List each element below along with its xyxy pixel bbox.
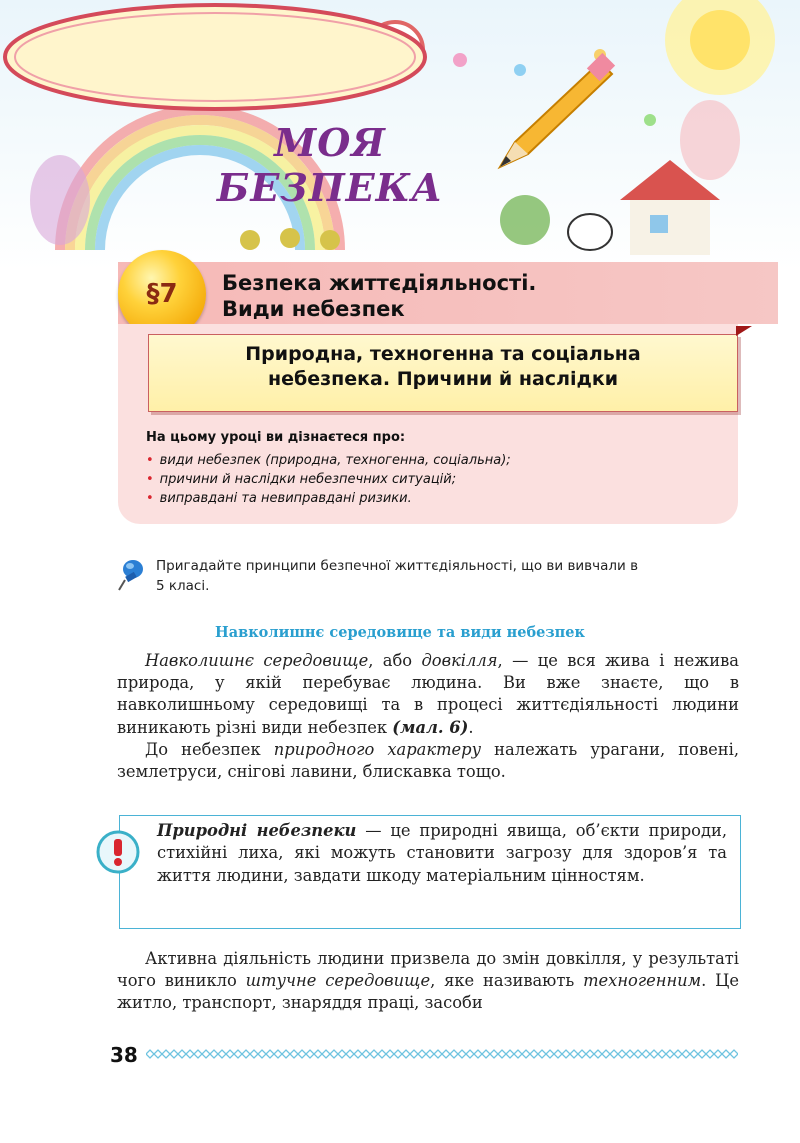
term-surroundings: довкілля (421, 651, 498, 670)
definition-text (157, 820, 727, 887)
recall-line2: 5 класі. (156, 578, 210, 594)
text: належать урагани, повені, землетруси, снігові лавини, блискавка тощо. (117, 740, 739, 782)
paragraph-environment (117, 650, 739, 739)
term-artificial-environment: штучне середовище (245, 971, 431, 991)
page-number: 38 (110, 1043, 138, 1067)
lesson-goals-list (146, 451, 511, 508)
section-title (222, 270, 742, 322)
section-title-line1: Безпека життєдіяльності. (222, 271, 537, 295)
lesson-goal-item: • види небезпек (природна, техногенна, соціальна); (146, 451, 511, 470)
topic-title (150, 342, 736, 392)
lesson-goals-heading: На цьому уроці ви дізнаєтеся про: (146, 430, 406, 445)
term-technogenic: техногенним (583, 971, 702, 991)
text: . Це житло, транспорт, знаряддя праці, засоби (117, 971, 740, 1013)
term-environment: Навколишнє середовище (145, 651, 369, 670)
recall-line1: Пригадайте принципи безпечної життєдіяльності, що ви вивчали в (156, 558, 639, 574)
pencil-icon (480, 52, 620, 182)
text: — це природні явища, об’єкти природи, стихійні лиха, які можуть становити загрозу для здоров’я та життя людини, завдати шкоду матеріальним цінностям. (157, 821, 727, 885)
section-number-badge: §7 (118, 250, 206, 338)
section-title-line2: Види небезпек (222, 297, 405, 321)
text: , або (368, 651, 422, 670)
topic-title-line1: Природна, техногенна та соціальна (245, 343, 641, 365)
term-natural-character: природного характеру (273, 740, 482, 759)
paragraph-technogenic (117, 948, 739, 1015)
chapter-ellipse (0, 0, 430, 114)
exclamation-icon (96, 830, 140, 874)
text: , яке називають (430, 971, 584, 991)
pushpin-icon (116, 558, 146, 592)
text: . (468, 717, 474, 737)
text: До небезпек (145, 740, 274, 759)
chapter-title: МОЯ БЕЗПЕКА (216, 120, 444, 210)
topic-title-line2: небезпека. Причини й наслідки (267, 368, 619, 390)
lesson-goal-item: • причини й наслідки небезпечних ситуацій; (146, 470, 511, 489)
recall-prompt (156, 556, 741, 596)
footer-zigzag-rule (146, 1047, 738, 1061)
topic-box-corner (736, 326, 752, 336)
text: Активна діяльність людини призвела до змін довкілля, у результаті чого виникло (117, 949, 739, 991)
text: , — це вся жива і неживa природа, у якій перебуває людина. Ви вже знаєте, що в навколишньому середовищі та в процесі життєдіяльності людини виникають різні види небезпек (117, 651, 739, 737)
section-subheading: Навколишнє середовище та види небезпек (215, 624, 585, 641)
definition-term: Природні небезпеки (157, 821, 357, 840)
paragraph-natural-dangers (117, 739, 739, 783)
figure-reference: (мал. 6) (392, 717, 469, 737)
lesson-goal-item: • виправдані та невиправдані ризики. (146, 489, 511, 508)
